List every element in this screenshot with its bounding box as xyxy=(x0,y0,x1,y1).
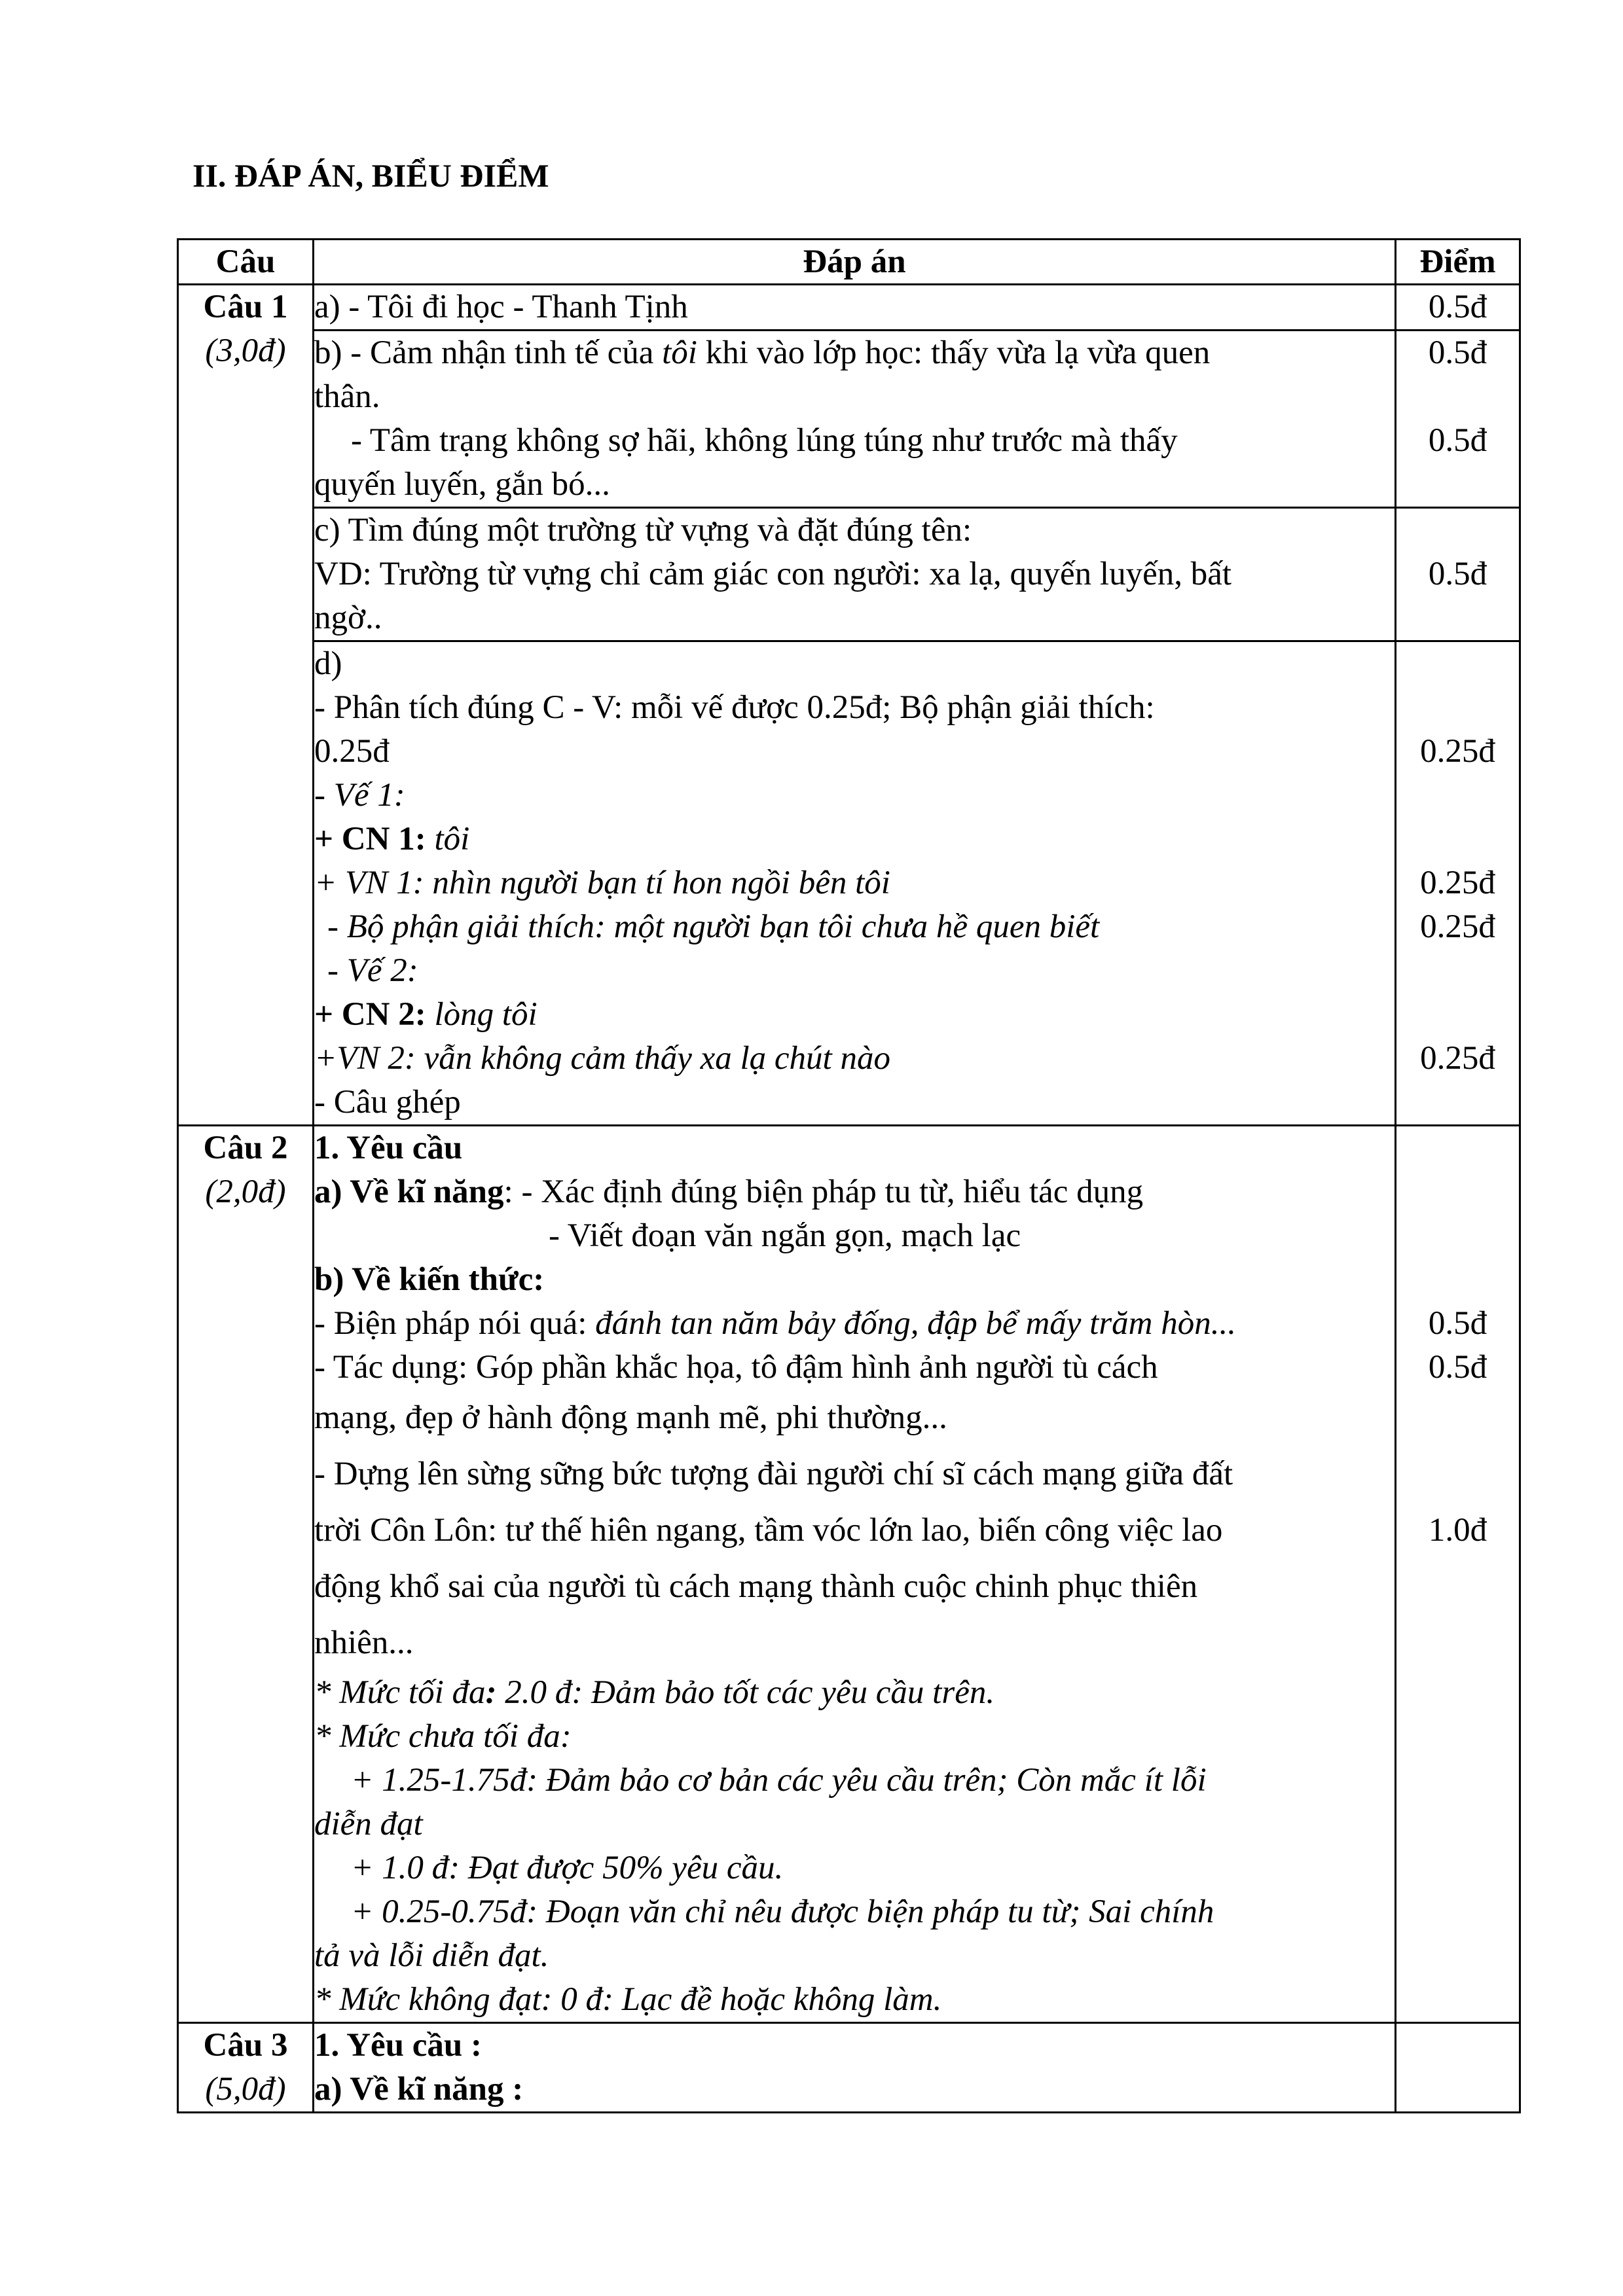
q1d-line-8: - Vế 2: xyxy=(327,952,418,989)
q1d-line-9 xyxy=(314,993,1395,1037)
q1d-l9-value: lòng tôi xyxy=(434,996,538,1033)
q2-answer xyxy=(314,1126,1396,2023)
q2-mark-4: + 1.0 đ: Đạt được 50% yêu cầu. xyxy=(351,1850,784,1886)
q1d-line-6: + VN 1: nhìn người bạn tí hon ngồi bên tôi xyxy=(314,865,890,901)
q2-mark-3-line-2: diễn đạt xyxy=(314,1806,423,1842)
q2-knowledge-heading: b) Về kiến thức: xyxy=(314,1261,545,1298)
q2-skill-label: a) Về kĩ năng xyxy=(314,1174,504,1210)
question-3-cell xyxy=(178,2023,314,2113)
q1b-line-3: - Tâm trạng không sợ hãi, không lúng túng như trước mà thấy xyxy=(351,422,1178,459)
q2-knowledge-1 xyxy=(314,1302,1395,1346)
header-question: Câu xyxy=(178,240,314,285)
q1b-score-2: 0.5đ xyxy=(1428,422,1487,459)
q1d-line-4: - Vế 1: xyxy=(314,777,405,814)
header-score: Điểm xyxy=(1396,240,1520,285)
q1c-line-3: ngờ.. xyxy=(314,600,382,636)
q1c-line-2: VD: Trường từ vựng chỉ cảm giác con người: xa lạ, quyến luyến, bất xyxy=(314,556,1232,592)
question-3-label: Câu 3 xyxy=(203,2027,288,2064)
q3-answer xyxy=(314,2023,1396,2113)
q1d-line-2: - Phân tích đúng C - V: mỗi vế được 0.25đ; Bộ phận giải thích: xyxy=(314,689,1155,726)
q2-m1-colon: : xyxy=(485,1674,497,1711)
q2-mark-5-line-2: tả và lỗi diễn đạt. xyxy=(314,1937,549,1974)
q1b-line-1 xyxy=(314,331,1395,375)
q2-m1-pre: * Mức tối đa xyxy=(314,1674,486,1711)
table-row xyxy=(178,2023,1520,2113)
q2-k2-line-2: mạng, đẹp ở hành động mạnh mẽ, phi thường... xyxy=(314,1399,947,1436)
q2-score-1: 0.5đ xyxy=(1428,1305,1487,1342)
q3-requirement-heading: 1. Yêu cầu : xyxy=(314,2027,482,2064)
q2-requirement-heading: 1. Yêu cầu xyxy=(314,1130,463,1166)
q2-score-cell xyxy=(1396,1126,1520,2023)
section-heading: II. ĐÁP ÁN, BIỂU ĐIỂM xyxy=(192,157,549,194)
q1d-score-1: 0.25đ xyxy=(1420,733,1495,770)
q1d-score-4: 0.25đ xyxy=(1420,1040,1495,1077)
question-1-points: (3,0đ) xyxy=(205,332,286,369)
q1d-line-11: - Câu ghép xyxy=(314,1084,461,1121)
q2-k3-line-1: - Dựng lên sừng sững bức tượng đài người chí sĩ cách mạng giữa đất xyxy=(314,1456,1233,1492)
q2-mark-max xyxy=(314,1671,1395,1715)
table-row xyxy=(178,1126,1520,2023)
header-answer: Đáp án xyxy=(314,240,1396,285)
q2-skill-1: : - Xác định đúng biện pháp tu từ, hiểu tác dụng xyxy=(503,1174,1144,1210)
q1d-line-3: 0.25đ xyxy=(314,733,390,770)
q1a-score: 0.5đ xyxy=(1428,289,1487,325)
q1d-line-5 xyxy=(314,817,1395,861)
q2-mark-3-line-1: + 1.25-1.75đ: Đảm bảo cơ bản các yêu cầu trên; Còn mắc ít lỗi xyxy=(351,1762,1207,1799)
q3-skill-heading: a) Về kĩ năng : xyxy=(314,2071,524,2108)
q1a-score-cell xyxy=(1396,285,1520,331)
q2-score-3: 1.0đ xyxy=(1428,1512,1487,1549)
q2-k3-line-4: nhiên... xyxy=(314,1624,414,1661)
table-row xyxy=(178,331,1520,508)
q1d-score-3: 0.25đ xyxy=(1420,908,1495,945)
q2-k1-pre: - Biện pháp nói quá: xyxy=(314,1305,596,1342)
q1d-l9-label: + CN 2: xyxy=(314,996,435,1033)
question-3-points: (5,0đ) xyxy=(205,2071,286,2108)
q1d-score-cell xyxy=(1396,641,1520,1126)
question-1-label: Câu 1 xyxy=(203,289,288,325)
q1-part-b xyxy=(314,331,1396,508)
q1b-l1-post: khi vào lớp học: thấy vừa lạ vừa quen xyxy=(697,334,1211,371)
q2-mark-partial: * Mức chưa tối đa: xyxy=(314,1718,572,1755)
answer-key-table xyxy=(177,238,1521,2113)
q1c-score: 0.5đ xyxy=(1428,556,1487,592)
q1c-score-cell xyxy=(1396,508,1520,641)
q1-part-c xyxy=(314,508,1396,641)
q1a-text: a) - Tôi đi học - Thanh Tịnh xyxy=(314,289,688,325)
q1d-l5-value: tôi xyxy=(434,821,470,857)
q2-k3-line-3: động khổ sai của người tù cách mạng thành cuộc chinh phục thiên xyxy=(314,1568,1198,1605)
q1d-line-1: d) xyxy=(314,645,342,682)
q1d-line-10: +VN 2: vẫn không cảm thấy xa lạ chút nào xyxy=(314,1040,890,1077)
q1c-line-1: c) Tìm đúng một trường từ vựng và đặt đúng tên: xyxy=(314,512,972,548)
q1b-score-1: 0.5đ xyxy=(1428,334,1487,371)
question-2-label: Câu 2 xyxy=(203,1130,288,1166)
q1b-line-4: quyến luyến, gắn bó... xyxy=(314,466,610,503)
q2-k3-line-2: trời Côn Lôn: tư thế hiên ngang, tầm vóc lớn lao, biến công việc lao xyxy=(314,1512,1223,1549)
q1b-l1-italic: tôi xyxy=(662,334,697,371)
table-row xyxy=(178,285,1520,331)
q3-score-cell xyxy=(1396,2023,1520,2113)
q2-k2-line-1: - Tác dụng: Góp phần khắc họa, tô đậm hình ảnh người tù cách xyxy=(314,1349,1158,1386)
q2-m1-post: 2.0 đ: Đảm bảo tốt các yêu cầu trên. xyxy=(496,1674,995,1711)
q1b-score-cell xyxy=(1396,331,1520,508)
q2-score-2: 0.5đ xyxy=(1428,1349,1487,1386)
q2-k1-italic: đánh tan năm bảy đống, đập bể mấy trăm hòn... xyxy=(595,1305,1237,1342)
q2-skill-line-1 xyxy=(314,1170,1395,1214)
q1b-line-2: thân. xyxy=(314,378,380,415)
table-row xyxy=(178,508,1520,641)
question-2-points: (2,0đ) xyxy=(205,1174,286,1210)
q2-mark-none: * Mức không đạt: 0 đ: Lạc đề hoặc không làm. xyxy=(314,1981,942,2018)
q1d-line-7: - Bộ phận giải thích: một người bạn tôi chưa hề quen biết xyxy=(327,908,1100,945)
q1d-l5-label: + CN 1: xyxy=(314,821,435,857)
q1b-l1-pre: b) - Cảm nhận tinh tế của xyxy=(314,334,663,371)
q1d-score-2: 0.25đ xyxy=(1420,865,1495,901)
q2-mark-5-line-1: + 0.25-0.75đ: Đoạn văn chỉ nêu được biện pháp tu từ; Sai chính xyxy=(351,1893,1214,1930)
q1-part-d xyxy=(314,641,1396,1126)
table-header-row xyxy=(178,240,1520,285)
q1-part-a xyxy=(314,285,1396,331)
table-row xyxy=(178,641,1520,1126)
question-2-cell xyxy=(178,1126,314,2023)
q2-skill-line-2: - Viết đoạn văn ngắn gọn, mạch lạc xyxy=(549,1217,1021,1254)
question-1-cell xyxy=(178,285,314,1126)
